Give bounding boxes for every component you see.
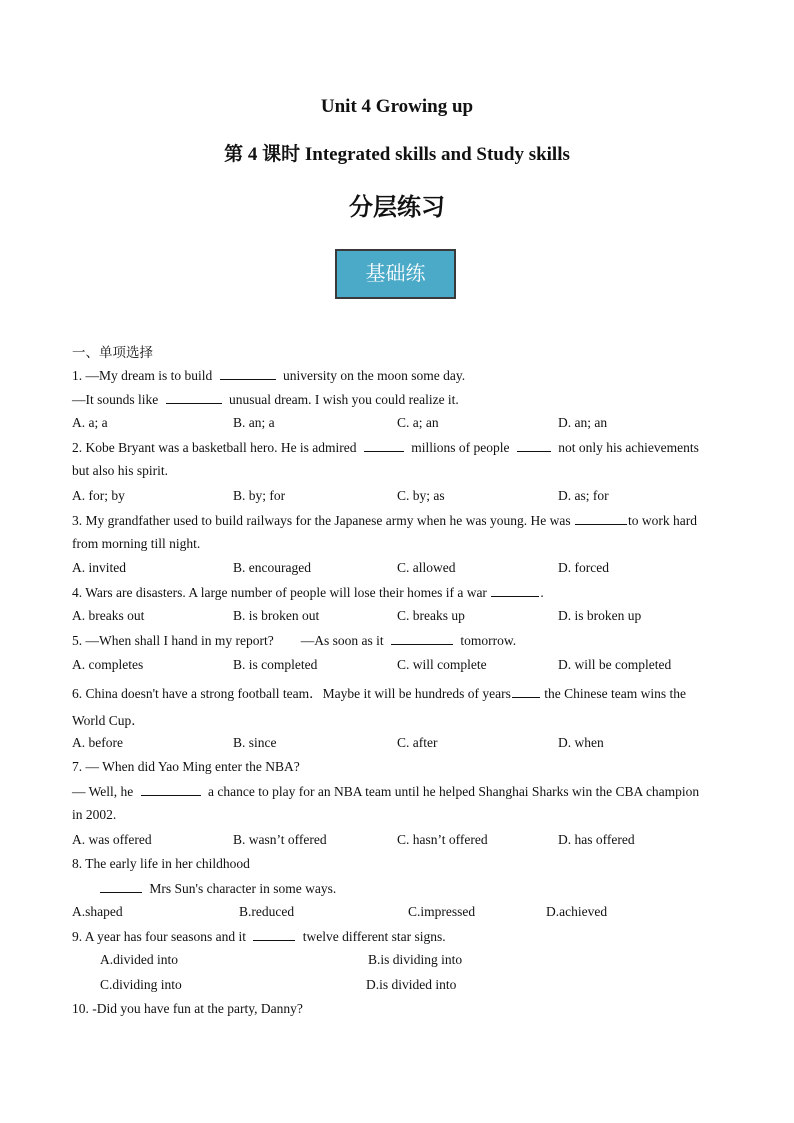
question-6-line-2: World Cup． <box>72 713 145 728</box>
q6-option-a: A. before <box>72 735 123 750</box>
lesson-title: 第 4 课时 Integrated skills and Study skills <box>224 144 570 165</box>
q3-option-b: B. encouraged <box>233 560 311 575</box>
unit-title: Unit 4 Growing up <box>320 96 474 117</box>
question-1-line-1: 1. —My dream is to build university on the moon some day. <box>72 368 466 383</box>
q8-option-a: A.shaped <box>72 904 123 919</box>
q7-option-b: B. wasn’t offered <box>233 832 327 847</box>
q9-option-c: C.dividing into <box>100 977 182 992</box>
q3-option-c: C. allowed <box>397 560 456 575</box>
question-3-line-2: from morning till night. <box>72 536 201 551</box>
q7-option-c: C. hasn’t offered <box>397 832 488 847</box>
q2-option-a: A. for; by <box>72 488 125 503</box>
q2-option-b: B. by; for <box>233 488 286 503</box>
q8-option-b: B.reduced <box>239 904 295 919</box>
q6-option-c: C. after <box>397 735 438 750</box>
question-7-line-1: 7. — When did Yao Ming enter the NBA? <box>72 759 300 774</box>
answer-blank <box>220 367 276 380</box>
answer-blank <box>575 512 627 525</box>
section-heading: 一、单项选择 <box>72 345 153 360</box>
answer-blank <box>166 391 222 404</box>
q2-option-c: C. by; as <box>397 488 445 503</box>
answer-blank <box>391 632 453 645</box>
q8-option-d: D.achieved <box>546 904 608 919</box>
q3-option-d: D. forced <box>558 560 609 575</box>
answer-blank <box>100 880 142 893</box>
q2-option-d: D. as; for <box>558 488 609 503</box>
question-8-line-2: Mrs Sun's character in some ways. <box>98 880 336 897</box>
question-6-line-1: 6. China doesn't have a strong football team．Maybe it will be hundreds of years the Chinese team wins the <box>72 686 686 701</box>
q9-option-a: A.divided into <box>100 952 178 967</box>
q6-option-b: B. since <box>233 735 277 750</box>
q1-option-c: C. a; an <box>397 415 439 430</box>
question-5-line-1: 5. —When shall I hand in my report? —As soon as it tomorrow. <box>72 633 517 648</box>
question-9-line-1: 9. A year has four seasons and it twelve different star signs. <box>72 929 446 944</box>
answer-blank <box>517 439 551 452</box>
question-3-line-1: 3. My grandfather used to build railways for the Japanese army when he was young. He was to work hard <box>72 513 697 528</box>
answer-blank <box>512 685 540 698</box>
q6-option-d: D. when <box>558 735 604 750</box>
q5-option-b: B. is completed <box>233 657 318 672</box>
q4-option-d: D. is broken up <box>558 608 642 623</box>
question-8-line-1: 8. The early life in her childhood <box>72 856 250 871</box>
q9-option-d: D.is divided into <box>366 977 457 992</box>
q7-option-d: D. has offered <box>558 832 635 847</box>
q4-option-c: C. breaks up <box>397 608 465 623</box>
q4-option-a: A. breaks out <box>72 608 145 623</box>
question-4-line-1: 4. Wars are disasters. A large number of people will lose their homes if a war . <box>72 585 544 600</box>
practice-title: 分层练习 <box>349 195 445 221</box>
q7-option-a: A. was offered <box>72 832 152 847</box>
question-1-line-2: —It sounds like unusual dream. I wish you could realize it. <box>72 392 459 407</box>
question-7-line-3: in 2002. <box>72 807 117 822</box>
q1-option-b: B. an; a <box>233 415 275 430</box>
question-2-line-2: but also his spirit. <box>72 463 169 478</box>
question-2-line-1: 2. Kobe Bryant was a basketball hero. He is admired millions of people not only his achievements <box>72 440 699 455</box>
q9-option-b: B.is dividing into <box>368 952 463 967</box>
answer-blank <box>491 584 539 597</box>
question-7-line-2: — Well, he a chance to play for an NBA team until he helped Shanghai Sharks win the CBA champion <box>72 784 700 799</box>
answer-blank <box>364 439 404 452</box>
q5-option-c: C. will complete <box>397 657 487 672</box>
q8-option-c: C.impressed <box>408 904 476 919</box>
answer-blank <box>253 928 295 941</box>
q5-option-a: A. completes <box>72 657 144 672</box>
question-10-line-1: 10. -Did you have fun at the party, Danny? <box>72 1001 303 1016</box>
q1-option-d: D. an; an <box>558 415 608 430</box>
q4-option-b: B. is broken out <box>233 608 320 623</box>
q3-option-a: A. invited <box>72 560 126 575</box>
q5-option-d: D. will be completed <box>558 657 672 672</box>
q1-option-a: A. a; a <box>72 415 108 430</box>
answer-blank <box>141 783 201 796</box>
level-badge: 基础练 <box>335 249 456 299</box>
